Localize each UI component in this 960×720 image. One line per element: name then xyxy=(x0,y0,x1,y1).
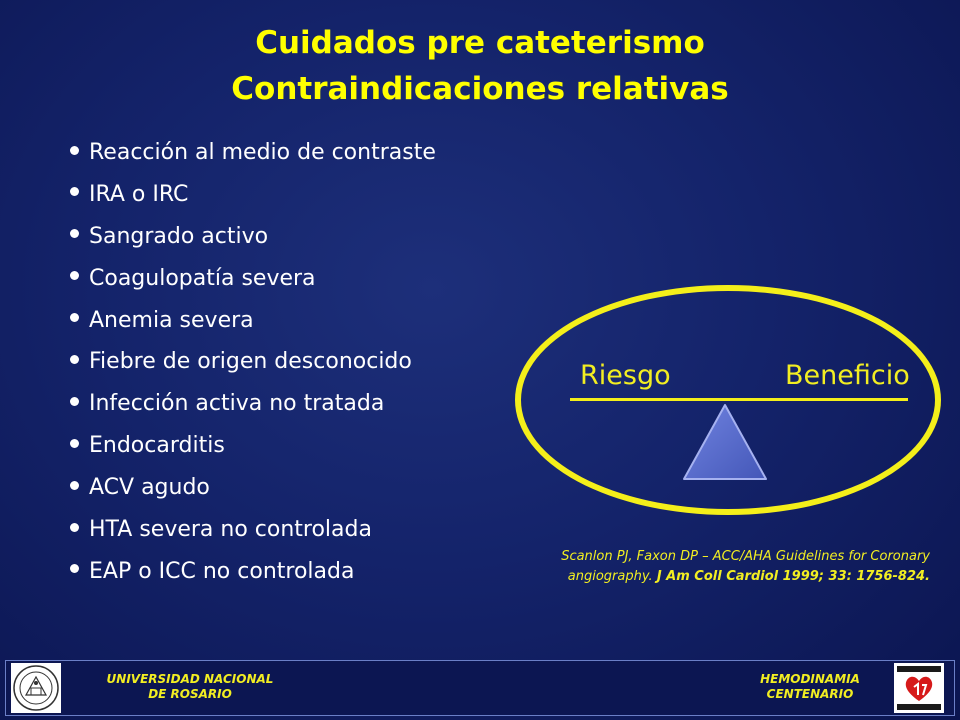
list-item xyxy=(70,216,436,258)
benefit-label: Beneficio xyxy=(785,360,910,391)
contraindications-list xyxy=(70,132,436,593)
university-name-line2: DE ROSARIO xyxy=(148,687,232,701)
heart-logo-icon xyxy=(894,663,944,713)
university-name-line1: UNIVERSIDAD NACIONAL xyxy=(106,672,274,686)
bullet-icon xyxy=(70,564,79,573)
citation-journal: J Am Coll Cardiol 1999; 33: 1756-824. xyxy=(656,569,930,584)
list-item xyxy=(70,341,436,383)
bullet-icon xyxy=(70,146,79,155)
list-item xyxy=(70,383,436,425)
risk-label: Riesgo xyxy=(580,360,671,391)
bullet-icon xyxy=(70,187,79,196)
slide-title: Cuidados pre cateterismo xyxy=(255,25,705,61)
bullet-icon xyxy=(70,229,79,238)
bullet-icon xyxy=(70,439,79,448)
list-item-text: Infección activa no tratada xyxy=(89,391,385,417)
bullet-icon xyxy=(70,271,79,280)
list-item-text: Sangrado activo xyxy=(89,223,269,249)
bullet-icon xyxy=(70,481,79,490)
bullet-icon xyxy=(70,313,79,322)
list-item-text: ACV agudo xyxy=(89,475,210,501)
list-item xyxy=(70,258,436,300)
balance-beam xyxy=(570,398,908,401)
university-seal-icon xyxy=(11,663,61,713)
list-item xyxy=(70,425,436,467)
department-name-line2: CENTENARIO xyxy=(766,687,854,701)
bullet-icon xyxy=(70,397,79,406)
department-name-line1: HEMODINAMIA xyxy=(760,672,860,686)
list-item-text: Coagulopatía severa xyxy=(89,265,316,291)
department-name xyxy=(740,672,880,702)
citation-line-2 xyxy=(480,567,930,587)
list-item xyxy=(70,132,436,174)
university-name xyxy=(95,672,285,702)
fulcrum-triangle-icon xyxy=(680,402,770,482)
slide-subtitle: Contraindicaciones relativas xyxy=(231,71,729,107)
list-item-text: Anemia severa xyxy=(89,307,254,333)
list-item-text: IRA o IRC xyxy=(89,181,189,207)
list-item xyxy=(70,174,436,216)
list-item-text: Fiebre de origen desconocido xyxy=(89,349,412,375)
list-item-text: Reacción al medio de contraste xyxy=(89,140,436,165)
list-item-text: EAP o ICC no controlada xyxy=(89,558,355,584)
citation-line-1: Scanlon PJ, Faxon DP – ACC/AHA Guidelines for Coronary xyxy=(561,549,930,564)
bullet-icon xyxy=(70,355,79,364)
citation-text: angiography. xyxy=(567,569,657,584)
list-item xyxy=(70,300,436,342)
list-item-text: HTA severa no controlada xyxy=(89,517,372,543)
bullet-icon xyxy=(70,523,79,532)
list-item xyxy=(70,467,436,509)
list-item-text: Endocarditis xyxy=(89,433,225,459)
list-item xyxy=(70,551,436,593)
list-item xyxy=(70,509,436,551)
